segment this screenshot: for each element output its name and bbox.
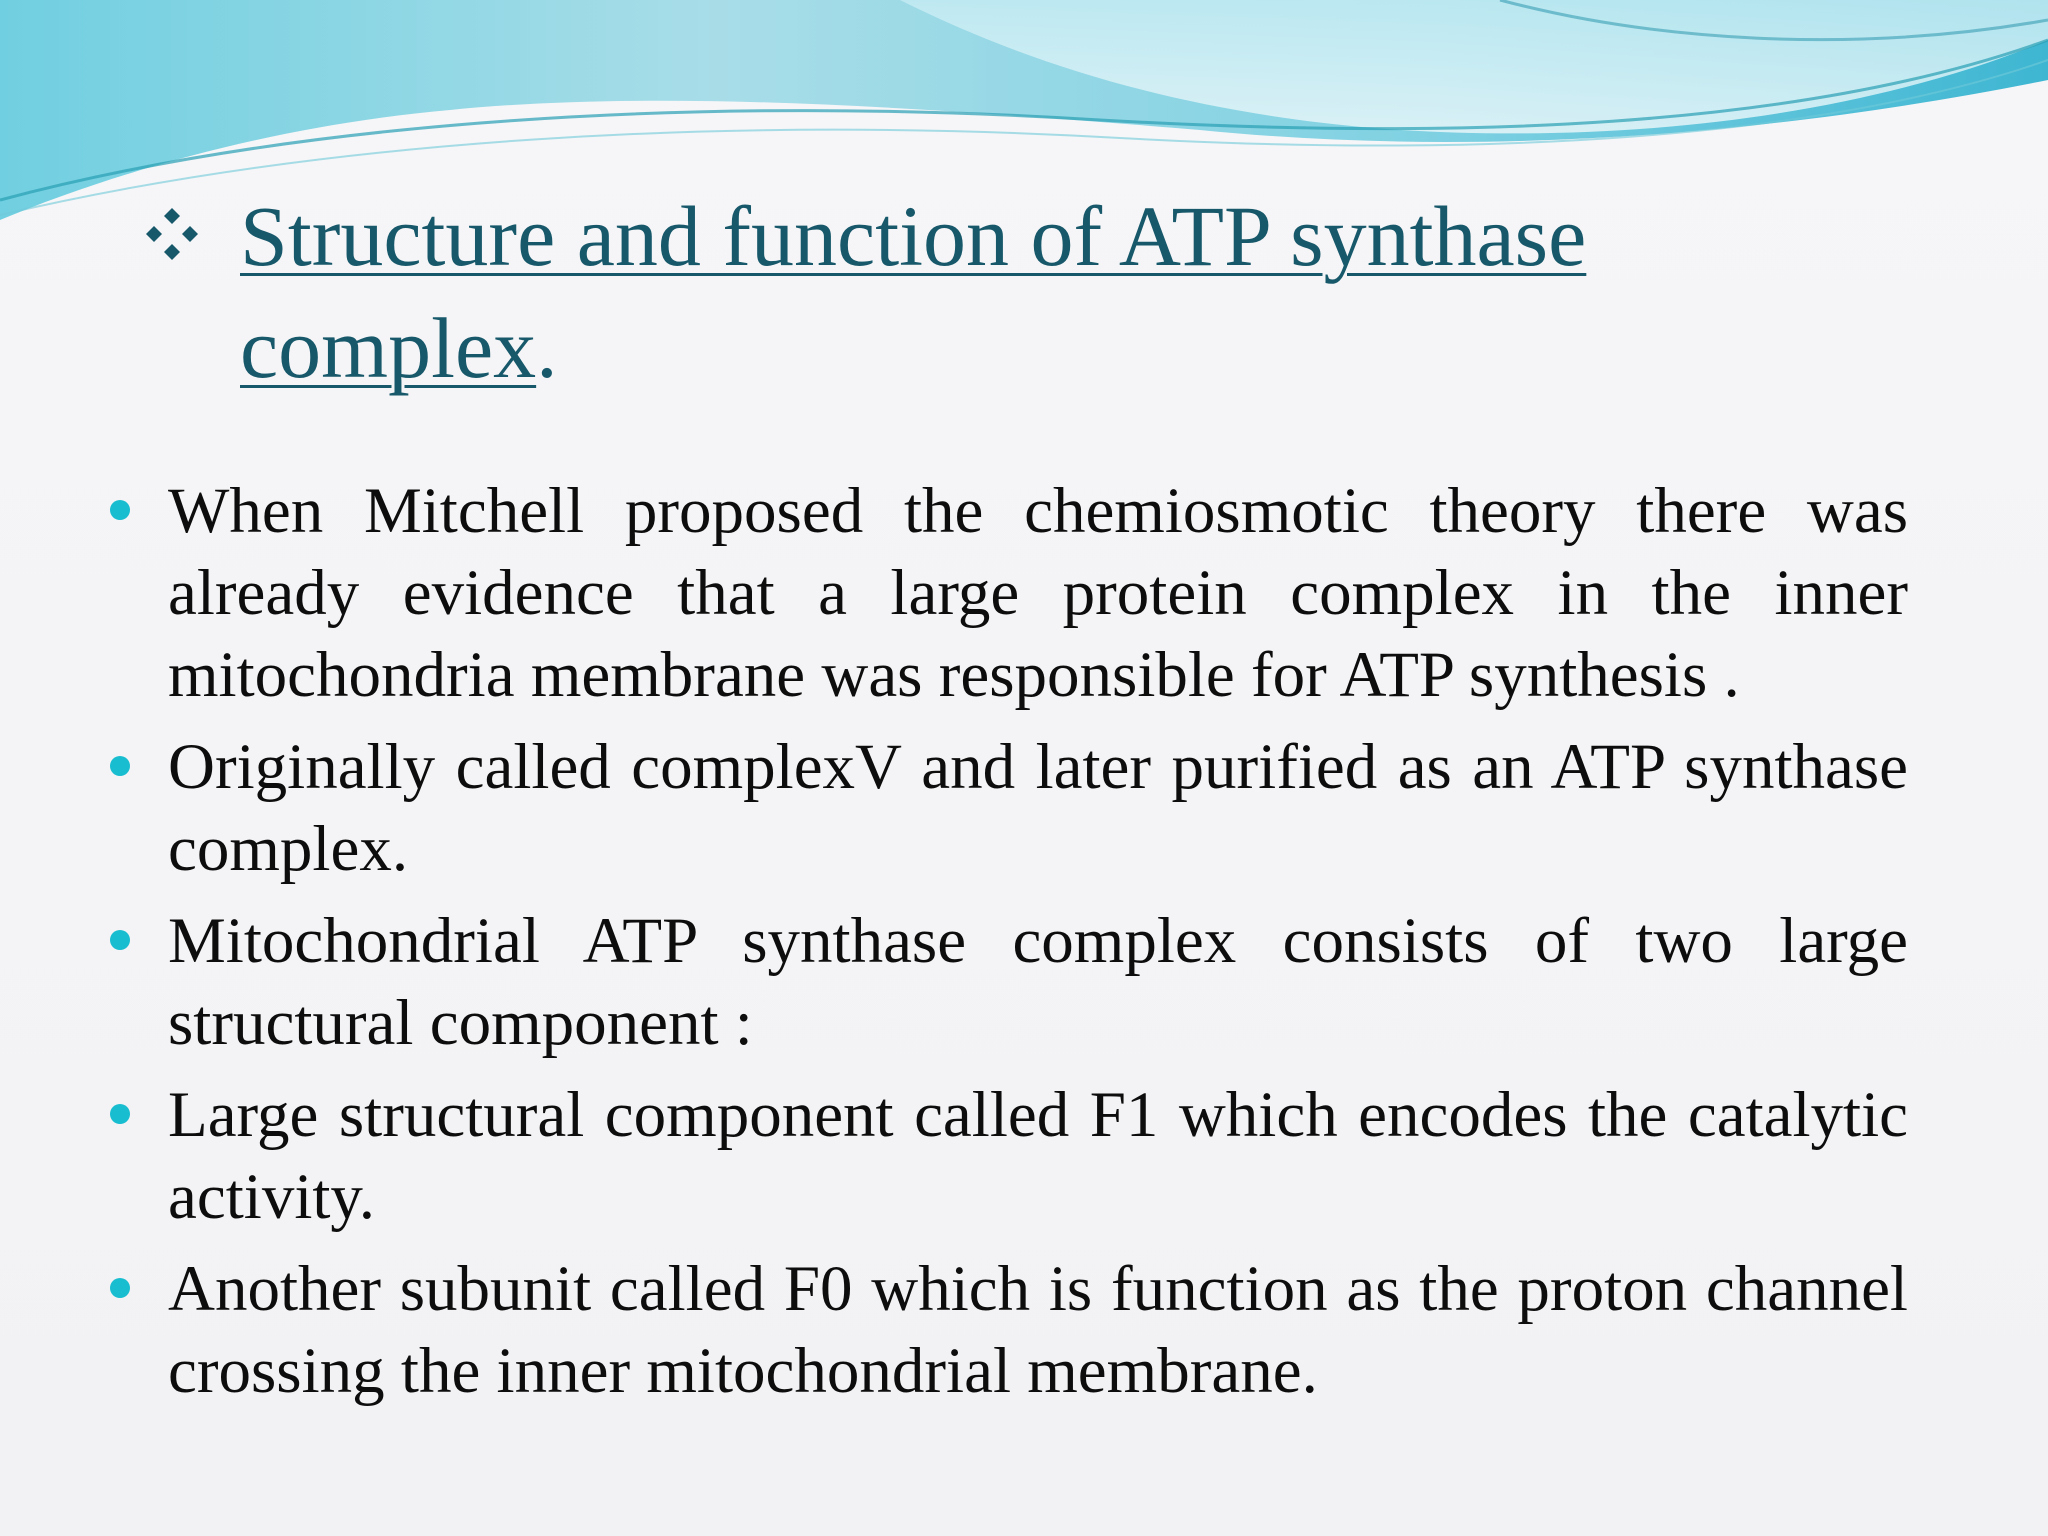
- title-period: .: [536, 300, 558, 396]
- list-item: [108, 1248, 1908, 1412]
- round-dot-icon: [110, 1278, 130, 1298]
- list-item-text: Another subunit called F0 which is function as the proton channel crossing the inner mitochondrial membrane.: [168, 1253, 1908, 1407]
- list-item-text: Mitochondrial ATP synthase complex consists of two large structural component :: [168, 905, 1908, 1059]
- list-item: [108, 470, 1908, 716]
- bullet-list: [108, 470, 1908, 1422]
- slide-title: [140, 180, 1840, 404]
- list-item: [108, 726, 1908, 890]
- round-dot-icon: [110, 1104, 130, 1124]
- list-item: [108, 1074, 1908, 1238]
- list-item-text: Originally called complexV and later purified as an ATP synthase complex.: [168, 731, 1908, 885]
- round-dot-icon: [110, 930, 130, 950]
- four-diamond-bullet-icon: [140, 202, 204, 266]
- title-text: [240, 180, 1840, 404]
- round-dot-icon: [110, 500, 130, 520]
- list-item-text: When Mitchell proposed the chemiosmotic theory there was already evidence that a large protein complex in the inner mitochondria membrane was responsible for ATP synthesis .: [168, 475, 1908, 711]
- title-link[interactable]: Structure and function of ATP synthase complex: [240, 188, 1587, 396]
- list-item: [108, 900, 1908, 1064]
- round-dot-icon: [110, 756, 130, 776]
- list-item-text: Large structural component called F1 which encodes the catalytic activity.: [168, 1079, 1908, 1233]
